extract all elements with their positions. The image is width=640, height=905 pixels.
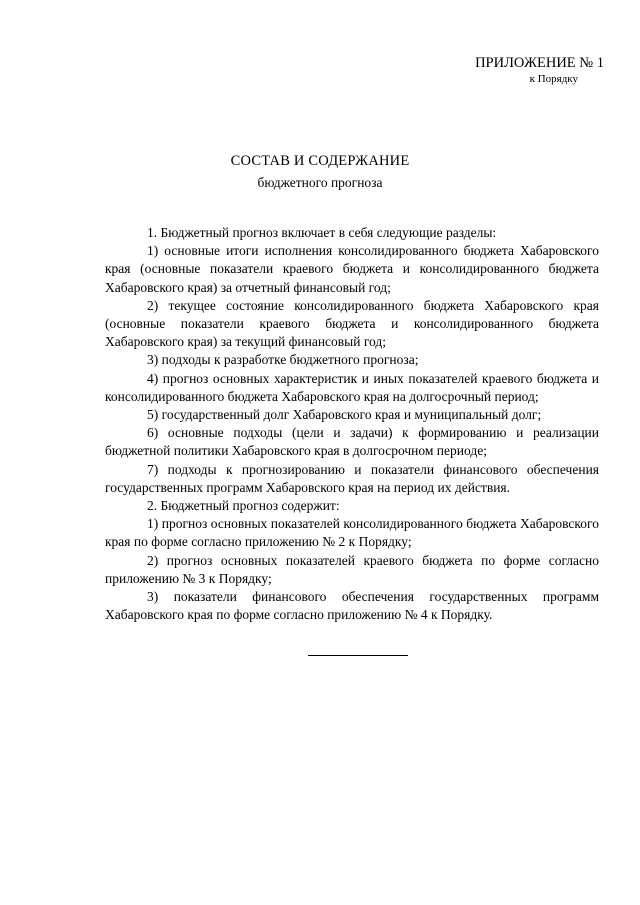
section-1-item-2: 2) текущее состояние консолидированного бюджета Хабаровского края (основные показатели краевого бюджета и консолидированного бюджета Хабаровского края) за текущий финансовый год;	[105, 297, 599, 350]
section-2-item-3: 3) показатели финансового обеспечения государственных программ Хабаровского края по форме согласно приложению № 4 к Порядку.	[105, 589, 599, 623]
closing-divider	[308, 655, 408, 656]
section-2-item-1: 1) прогноз основных показателей консолидированного бюджета Хабаровского края по форме согласно приложению № 2 к Порядку;	[105, 516, 599, 550]
section-2-item-2: 2) прогноз основных показателей краевого бюджета по форме согласно приложению № 3 к Порядку;	[105, 552, 599, 586]
section-1-item-6: 6) основные подходы (цели и задачи) к формированию и реализации бюджетной политики Хабаровского края в долгосрочном периоде;	[105, 425, 599, 459]
appendix-title: ПРИЛОЖЕНИЕ № 1	[475, 55, 604, 71]
section-1-item-1: 1) основные итоги исполнения консолидированного бюджета Хабаровского края (основные показатели краевого бюджета и консолидированного бюджета Хабаровского края) за отчетный финансовый год;	[105, 243, 599, 295]
appendix-subtitle: к Порядку	[529, 73, 578, 85]
section-1-heading: 1. Бюджетный прогноз включает в себя следующие разделы:	[147, 225, 497, 240]
document-subtitle: бюджетного прогноза	[257, 175, 383, 190]
section-1-item-4: 4) прогноз основных характеристик и иных показателей краевого бюджета и консолидированного бюджета Хабаровского края на долгосрочный период;	[105, 370, 599, 404]
document-body	[105, 224, 599, 624]
document-heading	[0, 152, 640, 192]
section-1-item-5: 5) государственный долг Хабаровского края и муниципальный долг;	[147, 407, 542, 423]
section-1-item-3: 3) подходы к разработке бюджетного прогноза;	[147, 352, 419, 368]
section-1-item-7: 7) подходы к прогнозированию и показатели финансового обеспечения государственных программ Хабаровского края на период их действия.	[105, 461, 599, 495]
appendix-label	[475, 54, 604, 86]
document-title: СОСТАВ И СОДЕРЖАНИЕ	[230, 153, 410, 169]
section-2-heading: 2. Бюджетный прогноз содержит:	[147, 498, 340, 514]
